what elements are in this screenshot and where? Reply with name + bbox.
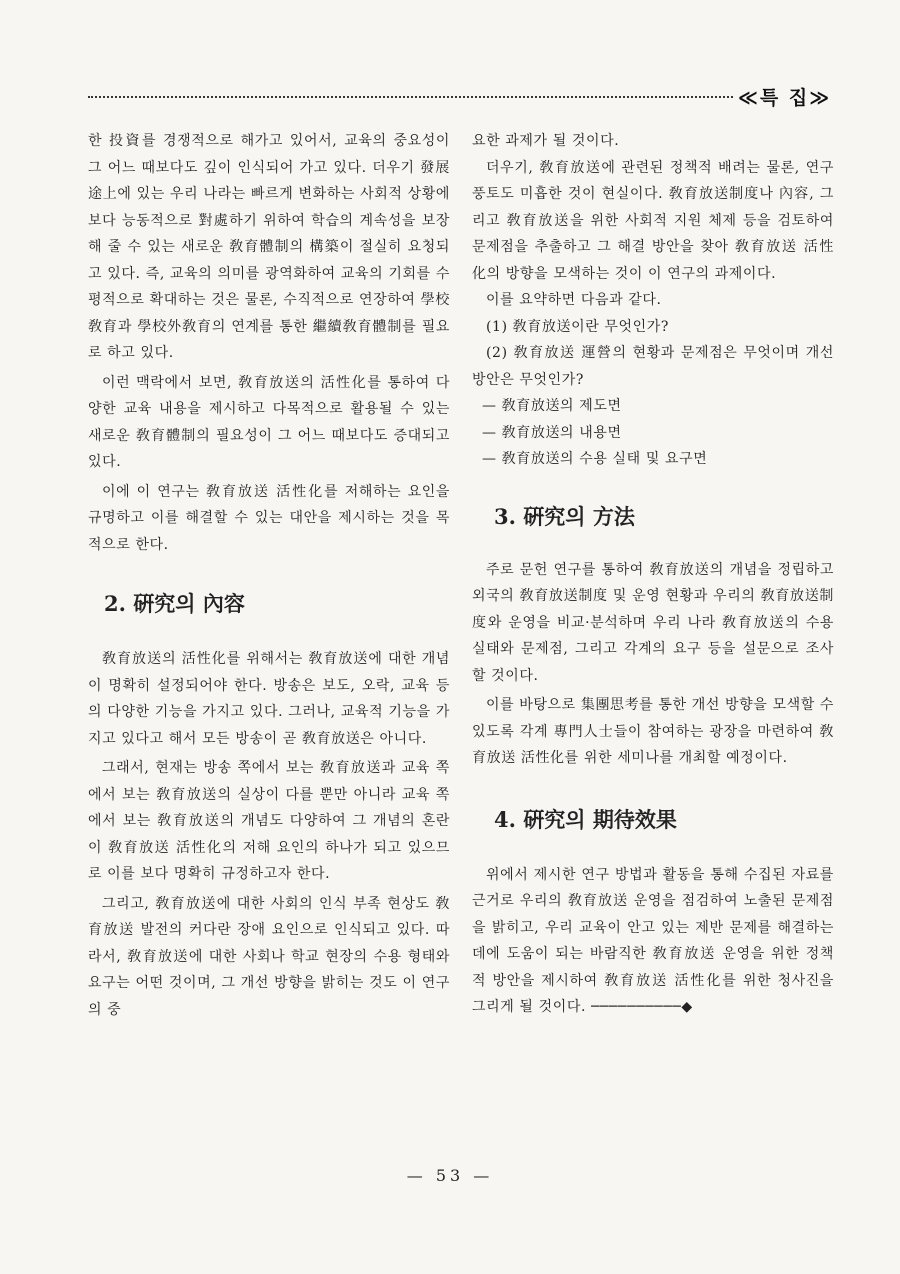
- body-paragraph: 그래서, 현재는 방송 쪽에서 보는 敎育放送과 교육 쪽에서 보는 敎育放送의 실상이 다를 뿐만 아니라 교육 쪽에서 보는 敎育放送의 개념도 다양하여 그 개념의 혼란이 敎育放送 活性化의 저해 요인의 하나가 되고 있으므로 이를 보다 명확히 규정하고자 한다.: [88, 760, 450, 882]
- list-item: (1) 敎育放送이란 무엇인가?: [486, 318, 669, 335]
- body-paragraph: 敎育放送의 活性化를 위해서는 敎育放送에 대한 개념이 명확히 설정되어야 한다. 방송은 보도, 오락, 교육 등의 다양한 기능을 가지고 있다. 그러나, 교육적 기능을 가지고 있다고 해서 모든 방송이 곧 敎育放送은 아니다.: [88, 651, 450, 747]
- closing-text: 위에서 제시한 연구 방법과 활동을 통해 수집된 자료를 근거로 우리의 敎育放送 운영을 점검하여 노출된 문제점을 밝히고, 우리 교육이 안고 있는 제반 문제를 해결하는 데에 도움이 되는 바람직한 敎育放送 운영을 위한 정책적 방안을 제시하여 敎育放送 活性化를 위한 청사진을 그리게 될 것이다.: [472, 866, 834, 1015]
- body-paragraph: 이에 이 연구는 敎育放送 活性化를 저해하는 요인을 규명하고 이를 해결할 수 있는 대안을 제시하는 것을 목적으로 한다.: [88, 483, 450, 553]
- body-paragraph: 이런 맥락에서 보면, 敎育放送의 活性化를 통하여 다양한 교육 내용을 제시하고 다목적으로 활용될 수 있는 새로운 敎育體制의 필요성이 그 어느 때보다도 증대되고 있다.: [88, 374, 450, 470]
- list-item: — 敎育放送의 내용면: [482, 424, 622, 441]
- body-paragraph: 요한 과제가 될 것이다.: [472, 133, 620, 149]
- left-column: [88, 128, 450, 1023]
- end-of-article-mark: ──────────◆: [591, 999, 693, 1015]
- body-paragraph: 이를 바탕으로 集團思考를 통한 개선 방향을 모색할 수 있도록 각계 專門人士들이 참여하는 광장을 마련하여 敎育放送 活性化를 위한 세미나를 개최할 예정이다.: [472, 697, 834, 766]
- body-paragraph: 그리고, 敎育放送에 대한 사회의 인식 부족 현상도 敎育放送 발전의 커다란 장애 요인으로 인식되고 있다. 따라서, 敎育放送에 대한 사회나 학교 현장의 수용 형태와 요구는 어떤 것이며, 그 개선 방향을 밝히는 것도 이 연구의 중: [88, 895, 450, 1018]
- right-column: [472, 128, 834, 1021]
- body-paragraph: [472, 862, 834, 1021]
- section-heading: 3. 硏究의 方法: [494, 503, 635, 529]
- header-dotted-rule: [88, 96, 733, 98]
- section-heading: 2. 硏究의 內容: [104, 591, 245, 616]
- body-paragraph: 한 投資를 경쟁적으로 해가고 있어서, 교육의 중요성이 그 어느 때보다도 깊이 인식되어 가고 있다. 더우기 發展途上에 있는 우리 나라는 빠르게 변화하는 사회적 상황에 보다 능동적으로 對處하기 위하여 학습의 계속성을 보장해 줄 수 있는 새로운 敎育體制의 構築이 절실히 요청되고 있다. 즉, 교육의 의미를 광역화하여 교육의 기회를 수평적으로 확대하는 것은 물론, 수직적으로 연장하여 學校敎育과 學校外敎育의 연계를 통한 繼續敎育體制를 필요로 하고 있다.: [88, 133, 450, 361]
- list-item: — 敎育放送의 제도면: [482, 398, 622, 414]
- section-tag: ≪특 집≫: [738, 87, 832, 109]
- body-paragraph: 주로 문헌 연구를 통하여 敎育放送의 개념을 정립하고 외국의 敎育放送制度 및 운영 현황과 우리의 敎育放送制度와 운영을 비교·분석하며 우리 나라 敎育放送의 수용 실태와 문제점, 그리고 각계의 요구 등을 설문으로 조사할 것이다.: [472, 561, 834, 684]
- page-number: — 53 —: [406, 1166, 494, 1185]
- list-item: — 敎育放送의 수용 실태 및 요구면: [482, 451, 708, 467]
- section-heading: 4. 硏究의 期待效果: [494, 806, 677, 832]
- summary-intro: 이를 요약하면 다음과 같다.: [486, 292, 662, 308]
- body-paragraph: 더우기, 敎育放送에 관련된 정책적 배려는 물론, 연구 풍토도 미흡한 것이 현실이다. 敎育放送制度나 內容, 그리고 敎育放送을 위한 사회적 지원 체제 등을 검토하여 문제점을 추출하고 그 해결 방안을 찾아 敎育放送 活性化의 방향을 모색하는 것이 이 연구의 과제이다.: [472, 159, 834, 282]
- list-item: (2) 敎育放送 運營의 현황과 문제점은 무엇이며 개선 방안은 무엇인가?: [472, 345, 834, 388]
